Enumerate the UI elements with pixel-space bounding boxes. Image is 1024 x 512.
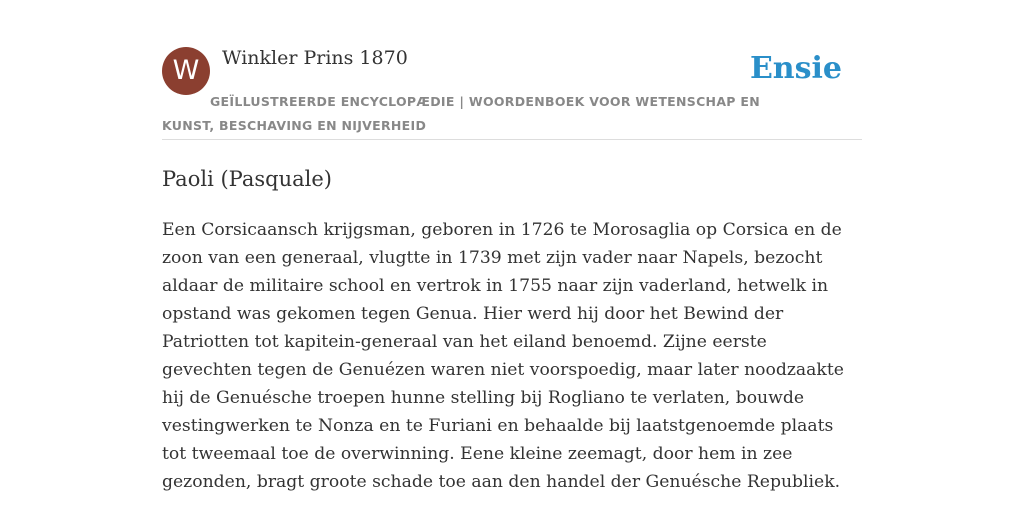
entry-title: Paoli (Pasquale): [162, 167, 332, 191]
source-subtitle: GEÏLLUSTREERDE ENCYCLOPÆDIE | WOORDENBOEK VOOR WETENSCHAP EN KUNST, BESCHAVING EN NIJVERHEID: [162, 94, 760, 133]
source-title[interactable]: Winkler Prins 1870: [222, 47, 408, 69]
entry-card: [162, 0, 862, 512]
ensie-logo-link[interactable]: Ensie: [749, 51, 842, 86]
entry-body: Een Corsicaansch krijgsman, geboren in 1726 te Morosaglia op Corsica en de zoon van een generaal, vlugtte in 1739 met zijn vader naar Napels, bezocht aldaar de militaire school en vertrok in 1755 naar zijn vaderland, hetwelk in opstand was gekomen tegen Genua. Hier werd hij door het Bewind der Patriotten tot kapitein-generaal van het eiland benoemd. Zijne eerste gevechten tegen de Genuézen waren niet voorspoedig, maar later noodzaakte hij de Genuésche troepen hunne stelling bij Rogliano te verlaten, bouwde vestingwerken te Nonza en te Furiani en behaalde bij laatstgenoemde plaats tot tweemaal toe de overwinning. Eene kleine zeemagt, door hem in zee gezonden, bragt groote schade toe aan den handel der Genuésche Republiek.: [162, 220, 844, 492]
source-avatar: W: [162, 47, 210, 95]
header-divider: [162, 139, 862, 140]
